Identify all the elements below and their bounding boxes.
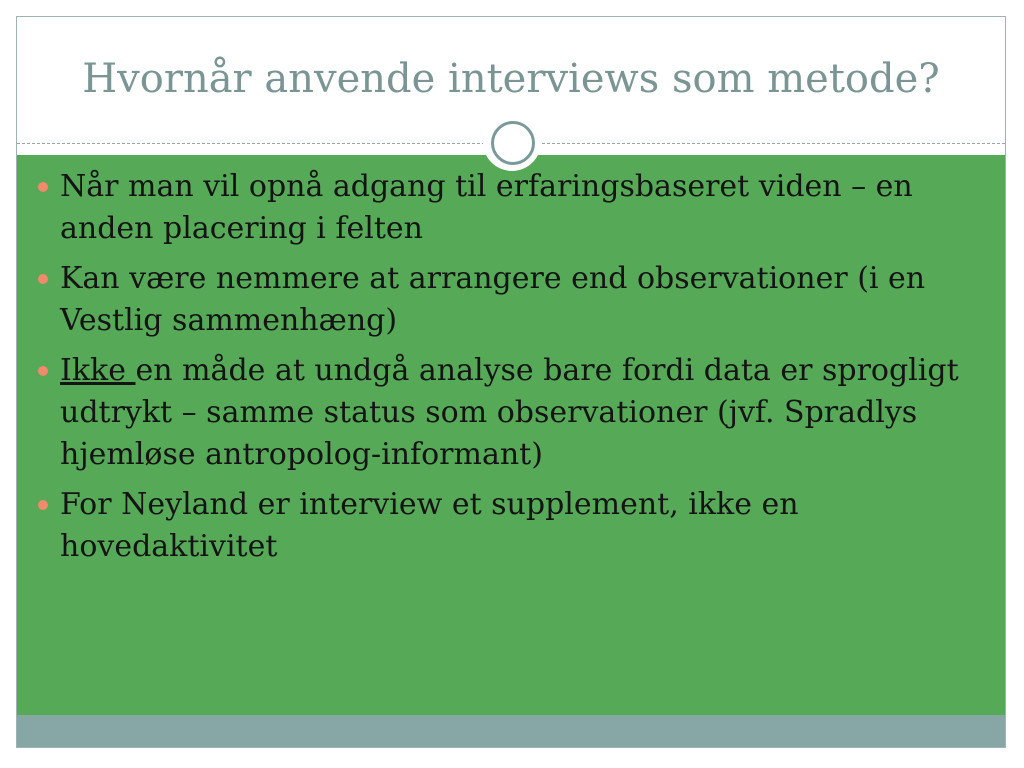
circle-ring-icon — [483, 113, 541, 171]
bullet-text: For Neyland er interview et supplement, ikke en hovedaktivitet — [60, 487, 799, 564]
round-bullet-icon — [38, 182, 48, 192]
ornament-ring — [491, 121, 535, 165]
bullet-list — [38, 166, 968, 576]
bullet-item — [38, 484, 968, 568]
round-bullet-icon — [38, 274, 48, 284]
bullet-emphasis: Ikke — [60, 353, 136, 388]
bullet-item — [38, 258, 968, 342]
bullet-item — [38, 350, 968, 476]
round-bullet-icon — [38, 500, 48, 510]
bullet-text: Når man vil opnå adgang til erfaringsbaseret viden – en anden placering i felten — [60, 169, 913, 246]
slide-title: Hvornår anvende interviews som metode? — [82, 56, 940, 102]
round-bullet-icon — [38, 366, 48, 376]
footer-band — [17, 715, 1005, 748]
bullet-text: Kan være nemmere at arrangere end observationer (i en Vestlig sammenhæng) — [60, 261, 926, 338]
bullet-text: en måde at undgå analyse bare fordi data er sprogligt udtrykt – samme status som observationer (jvf. Spradlys hjemløse antropolog-informant) — [60, 353, 959, 472]
bullet-item — [38, 166, 968, 250]
